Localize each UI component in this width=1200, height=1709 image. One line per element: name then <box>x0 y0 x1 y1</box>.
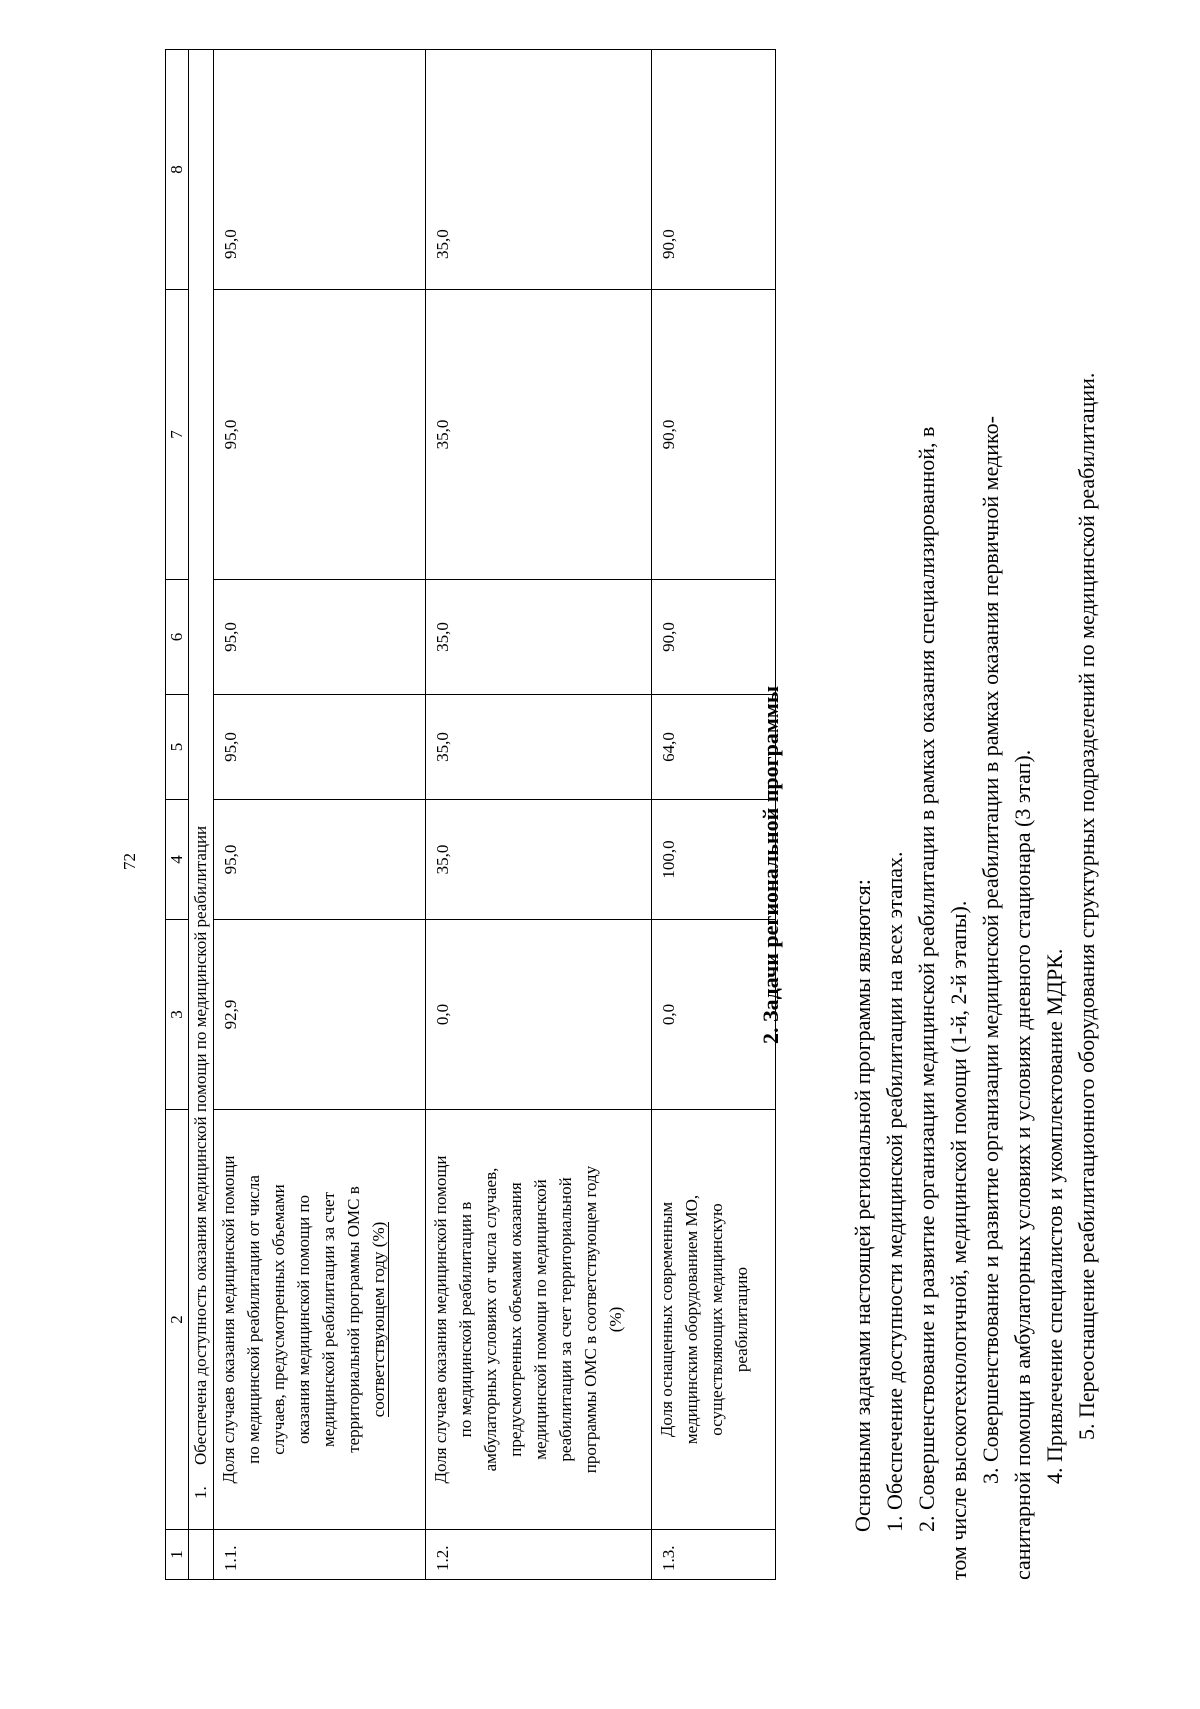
name-line: по медицинской реабилитации в <box>456 1201 475 1438</box>
page-number: 72 <box>120 853 139 870</box>
name-line: Доля оснащенных современным <box>657 1201 676 1438</box>
section-row <box>189 50 214 1580</box>
task-item-3-line-1: 3. Совершенствование и развитие организации медицинской реабилитации в рамках оказания первичной медико- <box>978 416 1003 1484</box>
table-row <box>426 50 652 1580</box>
name-line: программы ОМС в соответствующем году <box>581 1165 600 1474</box>
value-cell: 35,0 <box>426 695 652 800</box>
header-cell: 7 <box>166 290 189 580</box>
header-cell: 3 <box>166 920 189 1110</box>
value-cell: 90,0 <box>652 50 776 290</box>
name-line: реабилитацию <box>732 1266 751 1373</box>
name-line: медицинской реабилитации за счет <box>319 1192 338 1447</box>
section-spacer <box>189 1530 214 1580</box>
value-cell: 64,0 <box>652 695 776 800</box>
value-cell: 95,0 <box>214 800 426 920</box>
header-cell: 4 <box>166 800 189 920</box>
tasks-title: 2. Задачи региональной программы <box>758 685 783 1045</box>
header-cell: 5 <box>166 695 189 800</box>
name-line: по медицинской реабилитации от числа <box>244 1175 263 1464</box>
section-title <box>189 50 214 1530</box>
row-indicator-name <box>426 1110 652 1530</box>
value-cell: 95,0 <box>214 580 426 695</box>
value-cell: 35,0 <box>426 580 652 695</box>
header-cell: 6 <box>166 580 189 695</box>
value-cell: 90,0 <box>652 580 776 695</box>
value-cell: 92,9 <box>214 920 426 1110</box>
table-row <box>214 50 426 1580</box>
name-line: оказания медицинской помощи по <box>294 1194 313 1445</box>
row-number: 1.1. <box>214 1530 426 1580</box>
value-cell: 100,0 <box>652 800 776 920</box>
row-number: 1.3. <box>652 1530 776 1580</box>
name-line: предусмотренных объемами оказания <box>506 1182 525 1457</box>
name-line: Доля случаев оказания медицинской помощи <box>431 1155 450 1484</box>
name-line: соответствующем году (%) <box>369 1221 388 1418</box>
rotated-page <box>45 50 1155 1650</box>
section-number: 1. <box>191 1486 210 1499</box>
name-line: медицинским оборудованием МО, <box>682 1194 701 1445</box>
task-item-5: 5. Переоснащение реабилитационного оборудования структурных подразделений по медицинской реабилитации. <box>1074 372 1099 1440</box>
indicators-table <box>165 49 776 1580</box>
table-header-row <box>166 50 189 1580</box>
header-cell: 2 <box>166 1110 189 1530</box>
task-item-2-line-1: 2. Совершенствование и развитие организации медицинской реабилитации в рамках оказания специализированной, в <box>914 426 939 1532</box>
value-cell: 35,0 <box>426 800 652 920</box>
task-item-3-line-2: санитарной помощи в амбулаторных условиях и условиях дневного стационара (3 этап). <box>1010 749 1035 1580</box>
name-line: реабилитации за счет территориальной <box>556 1177 575 1462</box>
task-item-1: 1. Обеспечение доступности медицинской реабилитации на всех этапах. <box>882 851 907 1532</box>
value-cell: 35,0 <box>426 290 652 580</box>
name-line: территориальной программы ОМС в <box>344 1186 363 1453</box>
value-cell: 95,0 <box>214 695 426 800</box>
name-line: (%) <box>606 1306 625 1333</box>
section-title-text: Обеспечена доступность оказания медицинской помощи по медицинской реабилитации <box>191 825 210 1465</box>
value-cell: 95,0 <box>214 290 426 580</box>
value-cell: 0,0 <box>426 920 652 1110</box>
header-cell: 8 <box>166 50 189 290</box>
name-line: медицинской помощи по медицинской <box>531 1179 550 1460</box>
name-line: случаев, предусмотренных объемами <box>269 1184 288 1455</box>
name-line: амбулаторных условиях от числа случаев, <box>481 1167 500 1472</box>
tasks-section <box>755 150 1103 1580</box>
row-indicator-name <box>214 1110 426 1530</box>
row-number: 1.2. <box>426 1530 652 1580</box>
value-cell: 95,0 <box>214 50 426 290</box>
header-cell: 1 <box>166 1530 189 1580</box>
task-item-4: 4. Привлечение специалистов и укомплектование МДРК. <box>1042 948 1067 1484</box>
value-cell: 90,0 <box>652 290 776 580</box>
value-cell: 35,0 <box>426 50 652 290</box>
tasks-intro: Основными задачами настоящей региональной программы являются: <box>850 879 875 1532</box>
task-item-2-line-2: том числе высокотехнологичной, медицинской помощи (1-й, 2-й этапы). <box>946 900 971 1580</box>
value-cell: 0,0 <box>652 920 776 1110</box>
name-line: осуществляющих медицинскую <box>707 1203 726 1436</box>
name-line: Доля случаев оказания медицинской помощи <box>219 1155 238 1484</box>
